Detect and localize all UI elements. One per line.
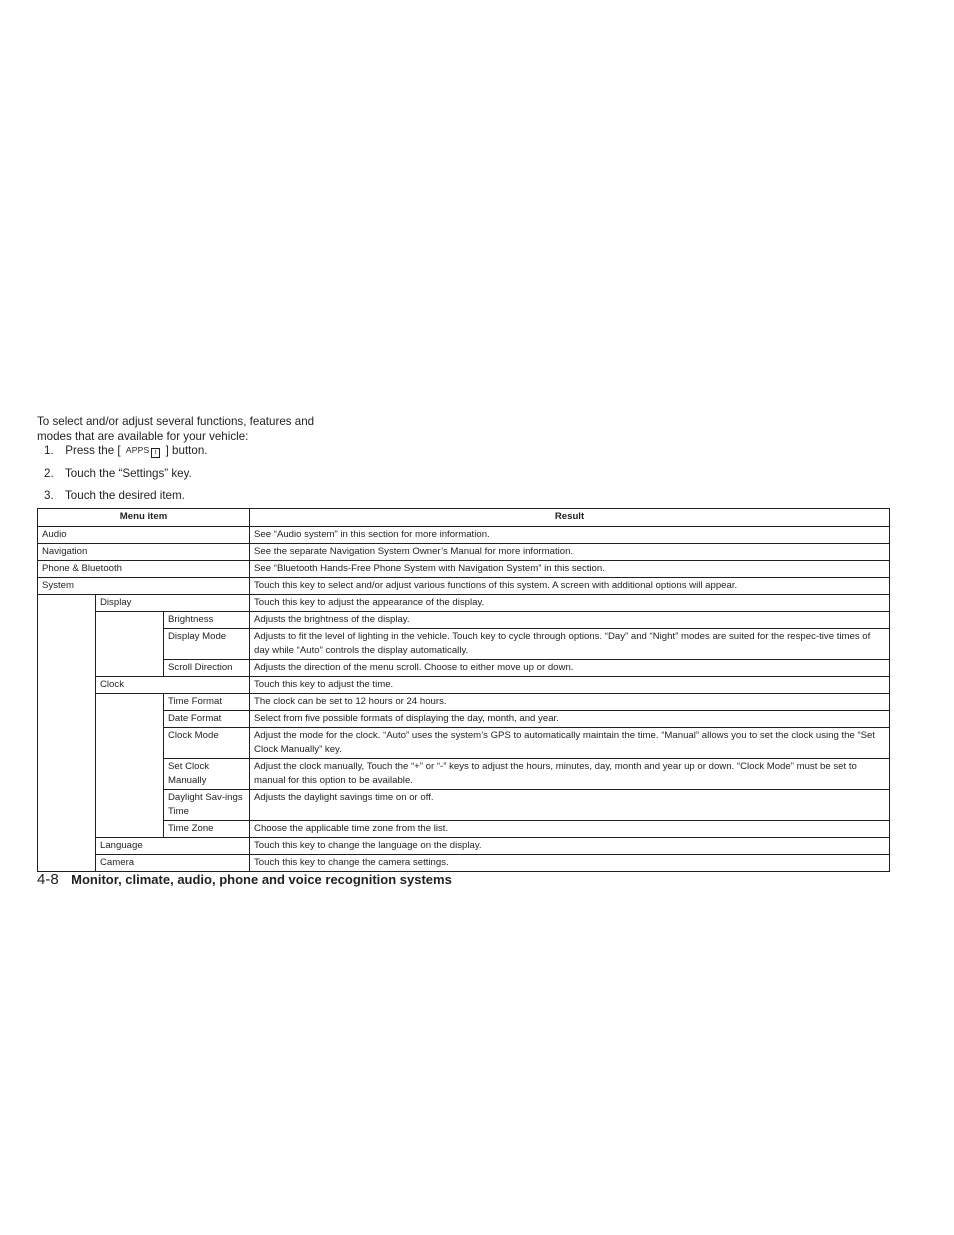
indent-spacer bbox=[38, 595, 96, 872]
menu-item-cell: Scroll Direction bbox=[164, 660, 250, 677]
menu-item-cell: Audio bbox=[38, 527, 250, 544]
menu-item-cell: Display bbox=[96, 595, 250, 612]
result-cell: Select from five possible formats of displaying the day, month, and year. bbox=[250, 711, 890, 728]
step-2 bbox=[44, 466, 208, 489]
result-cell: See “Audio system” in this section for more information. bbox=[250, 527, 890, 544]
table-row-navigation bbox=[38, 544, 890, 561]
header-menu-item: Menu item bbox=[38, 509, 250, 527]
table-row-phone-bluetooth bbox=[38, 561, 890, 578]
menu-item-cell: Time Format bbox=[164, 694, 250, 711]
menu-item-cell: Brightness bbox=[164, 612, 250, 629]
menu-item-cell: Clock bbox=[96, 677, 250, 694]
table-row-time-zone bbox=[38, 821, 890, 838]
header-result: Result bbox=[250, 509, 890, 527]
table-row-brightness bbox=[38, 612, 890, 629]
intro-paragraph: To select and/or adjust several functions, features and modes that are available for your vehicle: bbox=[37, 414, 315, 444]
menu-item-cell: Camera bbox=[96, 855, 250, 872]
apps-button-icon bbox=[124, 443, 162, 458]
step-text-before: Press the [ bbox=[65, 444, 121, 457]
result-cell: Touch this key to select and/or adjust various functions of this system. A screen with additional options will appear. bbox=[250, 578, 890, 595]
step-number: 1. bbox=[44, 444, 54, 457]
step-text: Touch the “Settings” key. bbox=[65, 466, 192, 480]
menu-item-cell: Set Clock Manually bbox=[164, 759, 250, 790]
settings-menu-table bbox=[37, 508, 890, 872]
menu-item-cell: Phone & Bluetooth bbox=[38, 561, 250, 578]
table-row-display bbox=[38, 595, 890, 612]
table-row-daylight-savings bbox=[38, 790, 890, 821]
result-cell: See “Bluetooth Hands-Free Phone System with Navigation System” in this section. bbox=[250, 561, 890, 578]
menu-item-cell: Language bbox=[96, 838, 250, 855]
result-cell: Adjusts the direction of the menu scroll. Choose to either move up or down. bbox=[250, 660, 890, 677]
result-cell: Adjusts the daylight savings time on or off. bbox=[250, 790, 890, 821]
table-row-set-clock-manually bbox=[38, 759, 890, 790]
result-cell: Adjusts the brightness of the display. bbox=[250, 612, 890, 629]
result-cell: Touch this key to change the camera settings. bbox=[250, 855, 890, 872]
table-row-date-format bbox=[38, 711, 890, 728]
result-cell: See the separate Navigation System Owner’s Manual for more information. bbox=[250, 544, 890, 561]
steps-list bbox=[44, 443, 208, 511]
menu-item-cell: Navigation bbox=[38, 544, 250, 561]
menu-item-cell: Date Format bbox=[164, 711, 250, 728]
result-cell: Choose the applicable time zone from the list. bbox=[250, 821, 890, 838]
table-row-audio bbox=[38, 527, 890, 544]
table-row-clock bbox=[38, 677, 890, 694]
table-row-scroll-direction bbox=[38, 660, 890, 677]
table-row-system bbox=[38, 578, 890, 595]
step-text-after: ] button. bbox=[165, 444, 208, 457]
step-1 bbox=[44, 443, 208, 466]
chapter-title: Monitor, climate, audio, phone and voice recognition systems bbox=[71, 872, 452, 887]
table-header-row bbox=[38, 509, 890, 527]
indent-spacer bbox=[96, 694, 164, 838]
table-row-camera bbox=[38, 855, 890, 872]
table-row-time-format bbox=[38, 694, 890, 711]
result-cell: The clock can be set to 12 hours or 24 hours. bbox=[250, 694, 890, 711]
apps-icon-text: APPS bbox=[125, 445, 150, 455]
result-cell: Touch this key to change the language on the display. bbox=[250, 838, 890, 855]
step-number: 2. bbox=[44, 466, 54, 480]
table-row-display-mode bbox=[38, 629, 890, 660]
table-row-language bbox=[38, 838, 890, 855]
step-number: 3. bbox=[44, 489, 54, 502]
result-cell: Adjusts to fit the level of lighting in the vehicle. Touch key to cycle through options. “Day” and “Night” modes are suited for the respec-tive times of day while “Auto” controls the display automatically. bbox=[250, 629, 890, 660]
info-icon: i bbox=[151, 448, 160, 458]
menu-item-cell: Display Mode bbox=[164, 629, 250, 660]
menu-item-cell: System bbox=[38, 578, 250, 595]
menu-item-cell: Clock Mode bbox=[164, 728, 250, 759]
menu-item-cell: Time Zone bbox=[164, 821, 250, 838]
result-cell: Touch this key to adjust the time. bbox=[250, 677, 890, 694]
step-text: Touch the desired item. bbox=[65, 489, 185, 502]
indent-spacer bbox=[96, 612, 164, 677]
result-cell: Adjust the mode for the clock. “Auto” uses the system’s GPS to automatically maintain the time. “Manual” allows you to set the clock using the “Set Clock Manually” key. bbox=[250, 728, 890, 759]
result-cell: Touch this key to adjust the appearance of the display. bbox=[250, 595, 890, 612]
page-footer bbox=[37, 871, 452, 889]
menu-item-cell: Daylight Sav-ings Time bbox=[164, 790, 250, 821]
page-number: 4-8 bbox=[37, 871, 59, 888]
result-cell: Adjust the clock manually, Touch the “+” or “-” keys to adjust the hours, minutes, day, month and year up or down. “Clock Mode” must be set to manual for this option to be available. bbox=[250, 759, 890, 790]
table-row-clock-mode bbox=[38, 728, 890, 759]
